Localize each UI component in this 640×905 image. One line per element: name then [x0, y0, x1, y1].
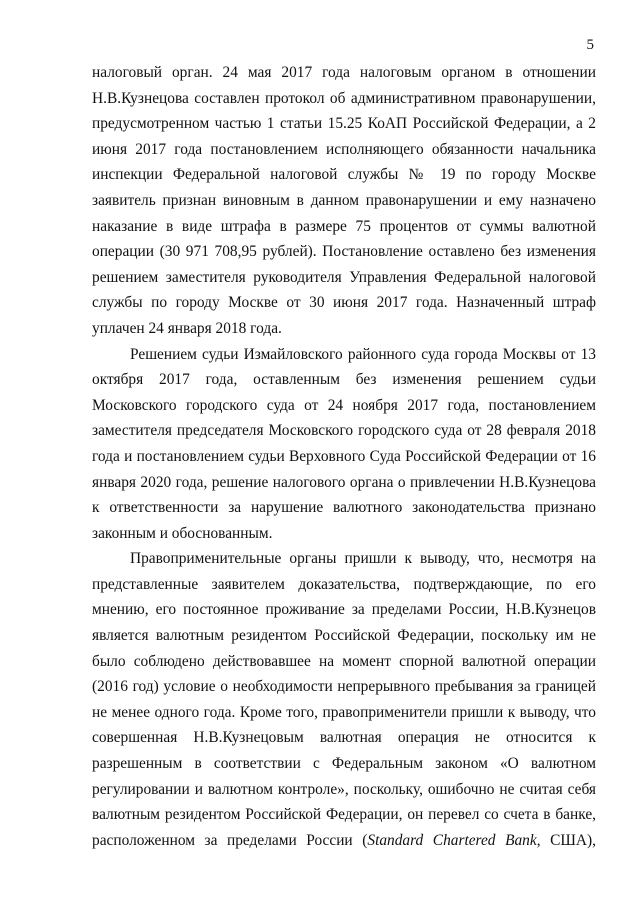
document-body [92, 60, 596, 853]
paragraph-1: налоговый орган. 24 мая 2017 года налоговым органом в отношении Н.В.Кузнецова составлен протокол об административном правонарушении, предусмотренном частью 1 статьи 15.25 КоАП Российской Федерации, а 2 июня 2017 года постановлением исполняющего обязанности начальника инспекции Федеральной налоговой службы № 19 по городу Москве заявитель признан виновным в данном правонарушении и ему назначено наказание в виде штрафа в размере 75 процентов от суммы валютной операции (30 971 708,95 рублей). Постановление оставлено без изменения решением заместителя руководителя Управления Федеральной налоговой службы по городу Москве от 30 июня 2017 года. Назначенный штраф уплачен 24 января 2018 года. [92, 64, 596, 337]
paragraph-3-tail: , США), [536, 831, 596, 849]
page-number: 5 [586, 37, 594, 53]
bank-name: Standard Chartered Bank [367, 831, 537, 849]
paragraph-2: Решением судьи Измайловского районного суда города Москвы от 13 октября 2017 года, оставленным без изменения решением судьи Московского городского суда от 24 ноября 2017 года, постановлением заместителя председателя Московского городского суда от 28 февраля 2018 года и постановлением судьи Верховного Суда Российской Федерации от 16 января 2020 года, решение налогового органа о привлечении Н.В.Кузнецова к ответственности за нарушение валютного законодательства признано законным и обоснованным. [92, 345, 596, 542]
paragraph-3-text: Правоприменительные органы пришли к выводу, что, несмотря на представленные заявителем доказательства, подтверждающие, по его мнению, его постоянное проживание за пределами России, Н.В.Кузнецов является валютным резидентом Российской Федерации, поскольку им не было соблюдено действовавшее на момент спорной валютной операции (2016 год) условие о необходимости непрерывного пребывания за границей не менее одного года. Кроме того, правоприменители пришли к выводу, что совершенная Н.В.Кузнецовым валютная операция не относится к разрешенным в соответствии с Федеральным законом «О валютном регулировании и валютном контроле», поскольку, ошибочно не считая себя валютным резидентом Российской Федерации, он перевел со счета в банке, расположенном за пределами России ( [92, 550, 596, 849]
paragraph-3 [92, 546, 596, 853]
